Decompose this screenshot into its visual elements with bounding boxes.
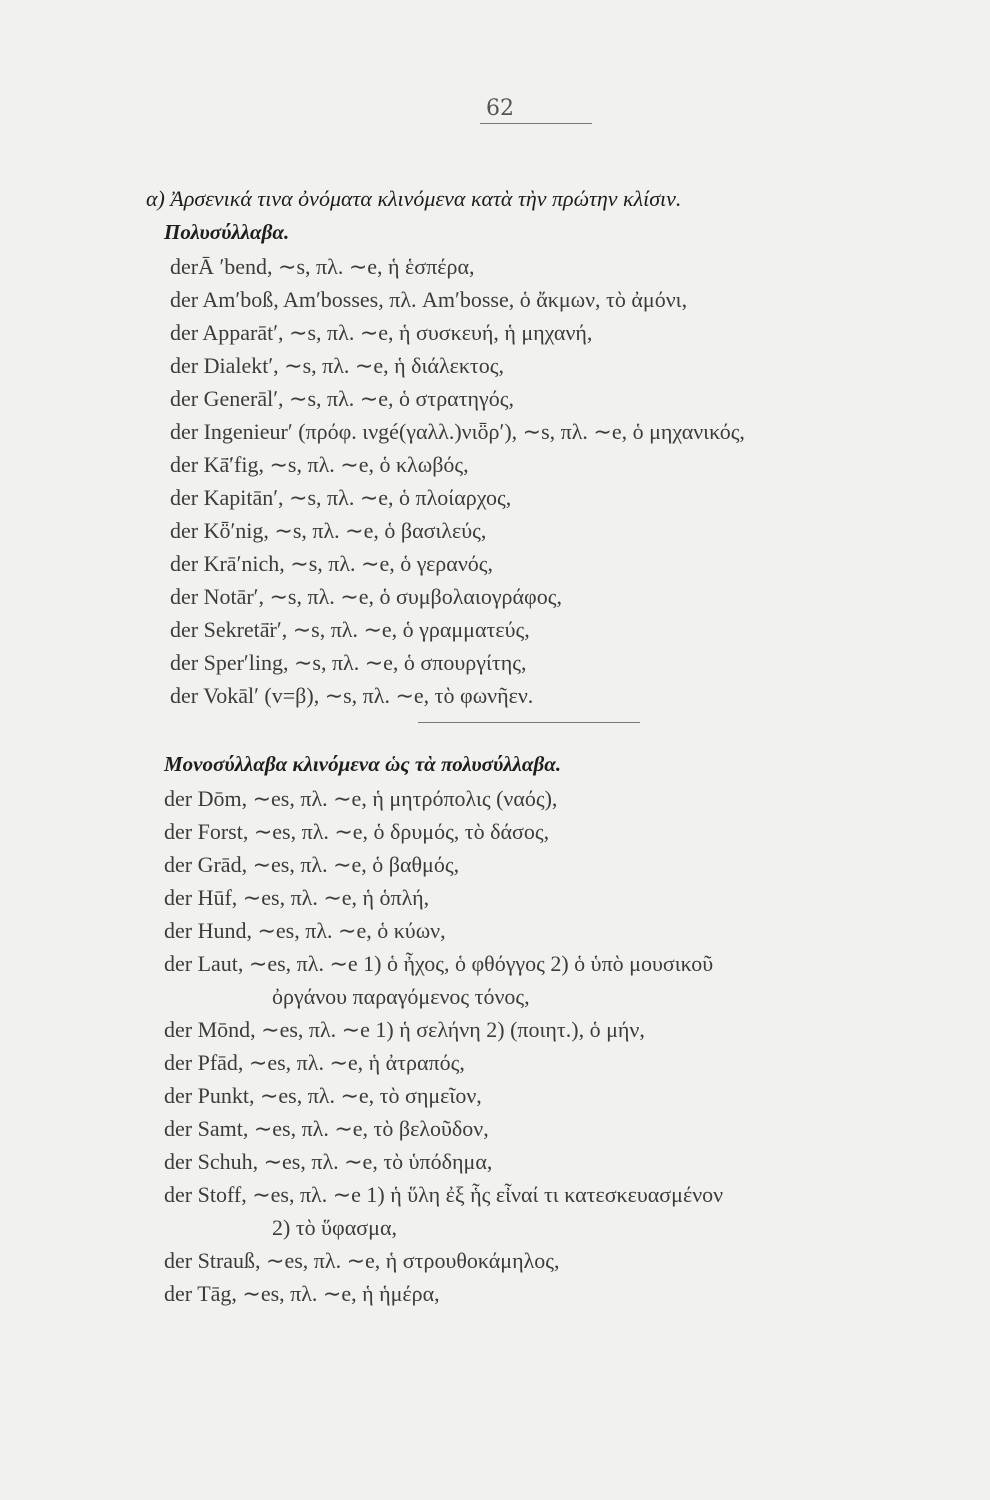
entry-samt: der Samt, ∼es, πλ. ∼e, τὸ βελοῦδον, — [164, 1116, 489, 1141]
entry-pfad: der Pfād, ∼es, πλ. ∼e, ἡ ἀτραπός, — [164, 1050, 465, 1075]
entry-notar: der Notārʹ, ∼s, πλ. ∼e, ὁ συμβολαιογράφος, — [170, 584, 562, 609]
entry-sperling: der Sperʹling, ∼s, πλ. ∼e, ὁ σπουργίτης, — [170, 650, 527, 675]
page-number: 62 — [486, 96, 514, 121]
entry-stoff: der Stoff, ∼es, πλ. ∼e 1) ἡ ὕλη ἐξ ἧς εἶναί τι κατεσκευασμένον — [164, 1182, 724, 1207]
entry-tag: der Tāg, ∼es, πλ. ∼e, ἡ ἡμέρα, — [164, 1281, 440, 1306]
entry-schuh: der Schuh, ∼es, πλ. ∼e, τὸ ὑπόδημα, — [164, 1149, 493, 1174]
subheading-monosyllabic: Μονοσύλλαβα κλινόμενα ὡς τὰ πολυσύλλαβα. — [164, 752, 562, 776]
page-number-rule — [480, 123, 592, 124]
entry-dialekt: der Dialektʹ, ∼s, πλ. ∼e, ἡ διάλεκτος, — [170, 353, 504, 378]
entry-hund: der Hund, ∼es, πλ. ∼e, ὁ κύων, — [164, 918, 446, 943]
entry-sekretar: der Sekretā̈rʹ, ∼s, πλ. ∼e, ὁ γραμματεύς, — [170, 617, 530, 642]
entry-huf: der Hūf, ∼es, πλ. ∼e, ἡ ὁπλή, — [164, 885, 430, 910]
entry-punkt: der Punkt, ∼es, πλ. ∼e, τὸ σημεῖον, — [164, 1083, 482, 1108]
entry-mond: der Mōnd, ∼es, πλ. ∼e 1) ἡ σελήνη 2) (ποιητ.), ὁ μήν, — [164, 1017, 645, 1042]
entry-stoff-continued: 2) τὸ ὕφασμα, — [272, 1215, 397, 1240]
entry-vokal: der Vokālʹ (v=β), ∼s, πλ. ∼e, τὸ φωνῆεν. — [170, 683, 534, 708]
entry-kranich: der Krāʹnich, ∼s, πλ. ∼e, ὁ γερανός, — [170, 551, 493, 576]
entry-dom: der Dōm, ∼es, πλ. ∼e, ἡ μητρόπολις (ναός), — [164, 786, 558, 811]
subheading-polysyllabic: Πολυσύλλαβα. — [164, 220, 290, 244]
section-divider — [418, 722, 640, 723]
entry-general: der Generālʹ, ∼s, πλ. ∼e, ὁ στρατηγός, — [170, 386, 514, 411]
entry-forst: der Forst, ∼es, πλ. ∼e, ὁ δρυμός, τὸ δάσος, — [164, 819, 550, 844]
entry-kafig: der Kā̈ʹfig, ∼s, πλ. ∼e, ὁ κλωβός, — [170, 452, 469, 477]
entry-amboss: der Amʹboß, Amʹbosses, πλ. Amʹbosse, ὁ ἄκμων, τὸ ἀμόνι, — [170, 287, 688, 312]
entry-laut-continued: ὀργάνου παραγόμενος τόνος, — [272, 984, 530, 1009]
entry-apparat: der Apparātʹ, ∼s, πλ. ∼e, ἡ συσκευή, ἡ μηχανή, — [170, 320, 593, 345]
entry-kapitan: der Kapitānʹ, ∼s, πλ. ∼e, ὁ πλοίαρχος, — [170, 485, 512, 510]
entry-ingenieur: der Ingenieurʹ (πρόφ. ινgé(γαλλ.)νιȫρʹ), ∼s, πλ. ∼e, ὁ μηχανικός, — [170, 419, 745, 444]
entry-laut: der Laut, ∼es, πλ. ∼e 1) ὁ ἦχος, ὁ φθόγγος 2) ὁ ὑπὸ μουσικοῦ — [164, 951, 714, 976]
entry-strauss: der Strauß, ∼es, πλ. ∼e, ἡ στρουθοκάμηλος, — [164, 1248, 560, 1273]
entry-konig: der Kȫʹnig, ∼s, πλ. ∼e, ὁ βασιλεύς, — [170, 518, 487, 543]
entry-grad: der Grād, ∼es, πλ. ∼e, ὁ βαθμός, — [164, 852, 460, 877]
section-heading: α) Ἀρσενικά τινα ὀνόματα κλινόμενα κατὰ τὴν πρώτην κλίσιν. — [146, 186, 682, 211]
entry-abend: derĀ ʹbend, ∼s, πλ. ∼e, ἡ ἑσπέρα, — [170, 254, 475, 279]
